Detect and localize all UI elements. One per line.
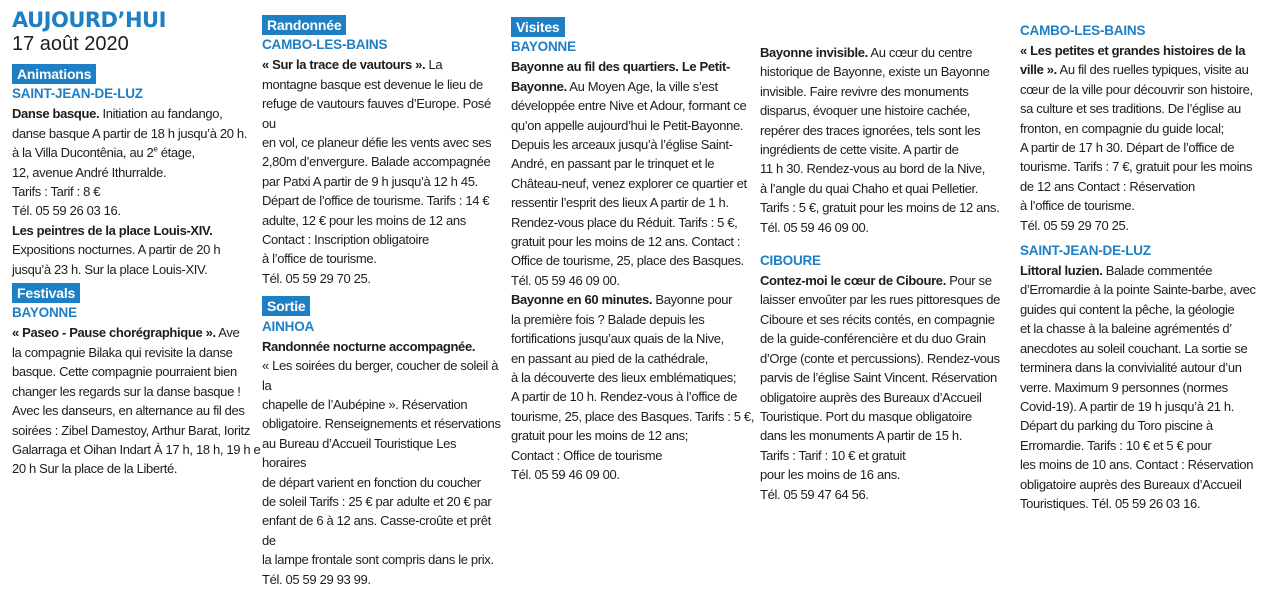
event-line: en passant au pied de la cathédrale, — [511, 350, 708, 366]
event-line: de soleil Tarifs : 25 € par adulte et 20 € par — [262, 493, 492, 509]
event-line: 2,80m d’envergure. Balade accompagnée — [262, 154, 491, 170]
event-line: Tél. 05 59 29 93 99. — [262, 571, 371, 587]
event-line: Château-neuf, venez explorer ce quartier et — [511, 175, 747, 191]
event-line: Contact : Office de tourisme — [511, 447, 663, 463]
event-line: Tarifs : Tarif : 8 € — [12, 184, 101, 200]
page-date: 17 août 2020 — [12, 33, 129, 55]
event-title: Bayonne en 60 minutes. — [511, 292, 653, 308]
event-line: pour les moins de 16 ans. — [760, 467, 901, 483]
event-line: chapelle de l’Aubépine ». Réservation — [262, 396, 468, 412]
event-line: en vol, ce planeur défie les vents avec ses — [262, 135, 492, 151]
event-title: « Paseo - Pause chorégraphique ». — [12, 325, 216, 341]
event-title: Bayonne invisible. — [760, 45, 868, 60]
event-line: Tarifs : 5 €, gratuit pour les moins de 12 ans. — [760, 200, 1000, 216]
event-line: Tél. 05 59 26 03 16. — [12, 203, 121, 219]
event-text — [262, 337, 502, 356]
event-line: Contact : Inscription obligatoire — [262, 232, 429, 248]
event-title: Randonnée nocturne accompagnée. — [262, 338, 476, 354]
event-line: dans les monuments A partir de 15 h. — [760, 428, 963, 444]
town-heading: BAYONNE — [12, 305, 77, 321]
event-line: fronton, en compagnie du guide local; — [1020, 120, 1224, 136]
section-tag-randonnee: Randonnée — [262, 15, 346, 35]
event-text — [12, 221, 248, 240]
event-line: jusqu’à 23 h. Sur la place Louis-XIV. — [12, 261, 208, 277]
event-line: de départ varient en fonction du coucher — [262, 474, 481, 490]
event-line: A partir de 17 h 30. Départ de l’office de — [1020, 140, 1235, 156]
event-line: parvis de l’église Saint Vincent. Réservation — [760, 370, 997, 386]
event-line: adulte, 12 € pour les moins de 12 ans — [262, 212, 466, 228]
event-line: Tél. 05 59 47 64 56. — [760, 486, 869, 502]
event-line: Touristiques. Tél. 05 59 26 03 16. — [1020, 495, 1201, 511]
section-tag-festivals: Festivals — [12, 283, 80, 303]
event-line: Avec les danseurs, en alternance au fil des — [12, 403, 245, 419]
event-line: Office de tourisme, 25, place des Basques. — [511, 253, 744, 269]
event-line: Galarraga et Oihan Indart À 17 h, 18 h, 19 h e — [12, 441, 261, 457]
event-line: Erromardie. Tarifs : 10 € et 5 € pour — [1020, 437, 1212, 453]
event-line: disparus, évoquer une histoire cachée, — [760, 103, 971, 119]
event-line: par Patxi A partir de 9 h jusqu’à 12 h 45. — [262, 173, 478, 189]
event-title: « Sur la trace de vautours ». — [262, 57, 426, 73]
event-line: gratuit pour les moins de 12 ans; — [511, 428, 689, 444]
event-line: à l’office de tourisme. — [262, 251, 377, 267]
event-line: montagne basque est devenue le lieu de — [262, 76, 483, 92]
event-line: 11 h 30. Rendez-vous au bord de la Nive, — [760, 161, 985, 177]
event-title: Danse basque. — [12, 106, 100, 122]
section-tag-visites: Visites — [511, 17, 565, 37]
event-line: enfant de 6 à 12 ans. Casse-croûte et prêt de — [262, 513, 491, 548]
event-line: laisser envoûter par les rues pittoresques de — [760, 292, 1001, 308]
event-line: 20 h Sur la place de la Liberté. — [12, 461, 178, 477]
event-line: de 12 ans Contact : Réservation — [1020, 178, 1195, 194]
event-text: Bayonne invisible. Au cœur du centre — [760, 45, 973, 60]
event-title: « Les petites et grandes histoires de la — [1020, 43, 1246, 58]
event-line: à l’office de tourisme. — [1020, 198, 1135, 214]
event-line: soirées : Zibel Damestoy, Arthur Barat, Ioritz — [12, 422, 250, 438]
event-line: au Bureau d’Accueil Touristique Les horaires — [262, 435, 457, 471]
event-line: verre. Maximum 9 personnes (normes — [1020, 379, 1228, 395]
event-line: Tél. 05 59 46 09 00. — [511, 272, 620, 288]
event-line: historique de Bayonne, existe un Bayonne — [760, 64, 990, 80]
event-line: à la Villa Ducontênia, au 2e étage, — [12, 144, 195, 161]
event-line: obligatoire. Renseignements et réservations — [262, 416, 501, 432]
section-tag-sortie: Sortie — [262, 296, 310, 316]
town-heading: CIBOURE — [760, 253, 821, 269]
event-line: anecdotes au soleil couchant. La sortie se — [1020, 340, 1248, 356]
event-line: Ciboure et ses récits contés, en compagnie — [760, 311, 995, 327]
event-text: « Paseo - Pause chorégraphique ». Ave — [12, 325, 240, 341]
column-2 — [262, 15, 502, 589]
event-line: refuge de vautours fauves d’Europe. Posé ou — [262, 96, 491, 131]
column-4 — [760, 43, 1000, 504]
town-heading: CAMBO-LES-BAINS — [262, 37, 388, 53]
event-line: 12, avenue André Ithurralde. — [12, 164, 167, 180]
event-line: à la découverte des lieux emblématiques; — [511, 369, 737, 385]
town-heading: AINHOA — [262, 318, 315, 334]
event-line: de la guide-conférencière et du duo Grain — [760, 331, 986, 347]
event-line: sa culture et ses traditions. De l’église au — [1020, 101, 1241, 117]
event-line: la première fois ? Balade depuis les — [511, 311, 705, 327]
event-text: Contez-moi le cœur de Ciboure. Pour se — [760, 273, 992, 289]
event-line: Tél. 05 59 29 70 25. — [1020, 217, 1129, 233]
town-heading: SAINT-JEAN-DE-LUZ — [12, 86, 143, 102]
town-heading: CAMBO-LES-BAINS — [1020, 23, 1146, 38]
event-line: Depuis les arceaux jusqu’à l’église Saint- — [511, 137, 733, 153]
event-line: Tarifs : Tarif : 10 € et gratuit — [760, 447, 906, 463]
event-line: Touristique. Port du masque obligatoire — [760, 408, 972, 424]
event-line: terminera dans la convivialité autour d’un — [1020, 360, 1242, 376]
event-line: fortifications jusqu’aux quais de la Nive, — [511, 331, 724, 347]
event-line: la lampe frontale sont compris dans le prix. — [262, 552, 494, 568]
event-line: qu’on appelle aujourd’hui le Petit-Bayonne. — [511, 117, 744, 133]
page-title: AUJOURD’HUI — [12, 8, 166, 32]
event-line: changer les regards sur la danse basque ! — [12, 383, 241, 399]
event-line: obligatoire auprès des Bureaux d’Accueil — [1020, 476, 1242, 492]
event-line: A partir de 10 h. Rendez-vous à l’office de — [511, 389, 738, 405]
event-line: obligatoire auprès des Bureaux d’Accueil — [760, 389, 982, 405]
event-line: invisible. Faire revivre des monuments — [760, 83, 969, 99]
event-line: d’Orge (conte et percussions). Rendez-vous — [760, 350, 1000, 366]
event-line: basque. Cette compagnie pourraient bien — [12, 364, 237, 380]
event-title: Littoral luzien. — [1020, 263, 1103, 279]
event-line: « Les soirées du berger, coucher de soleil à la — [262, 358, 499, 393]
event-text: Littoral luzien. Balade commentée — [1020, 263, 1213, 279]
event-line: Tél. 05 59 29 70 25. — [262, 270, 371, 286]
event-line: ingrédients de cette visite. A partir de — [760, 142, 959, 158]
event-line: danse basque A partir de 18 h jusqu’à 20 h. — [12, 125, 248, 141]
event-line: Départ du parking du Toro piscine à — [1020, 418, 1213, 434]
event-text: « Sur la trace de vautours ». La — [262, 57, 443, 73]
event-text: Bayonne. Au Moyen Age, la ville s’est — [511, 78, 718, 94]
column-1 — [12, 0, 261, 479]
event-line: Tél. 05 59 46 09 00. — [760, 219, 869, 235]
event-line: Expositions nocturnes. A partir de 20 h — [12, 242, 221, 258]
section-tag-animations: Animations — [12, 64, 96, 84]
event-line: repérer des traces ignorées, tels sont les — [760, 122, 981, 138]
event-line: et la chasse à la baleine agrémentés d’ — [1020, 321, 1232, 337]
column-5 — [1020, 21, 1260, 513]
event-line: tourisme, 25, place des Basques. Tarifs : 5 €, — [511, 408, 755, 424]
event-line: Covid-19). A partir de 19 h jusqu’à 21 h. — [1020, 398, 1235, 414]
column-3 — [511, 17, 755, 484]
event-title: Contez-moi le cœur de Ciboure. — [760, 273, 946, 289]
event-line: développée entre Nive et Adour, formant ce — [511, 98, 747, 114]
event-text: Danse basque. Initiation au fandango, — [12, 106, 223, 122]
event-title: Bayonne au fil des quartiers. Le Petit- — [511, 59, 730, 75]
event-line: d’Erromardie à la pointe Sainte-barbe, avec — [1020, 282, 1256, 298]
event-line: ressentir l’esprit des lieux A partir de 1 h. — [511, 195, 729, 211]
town-heading: BAYONNE — [511, 39, 576, 55]
event-line: André, en passant par le trinquet et le — [511, 156, 715, 172]
town-heading: SAINT-JEAN-DE-LUZ — [1020, 243, 1151, 259]
event-line: cœur de la ville pour découvrir son histoire, — [1020, 81, 1253, 97]
event-line: guides qui content la pêche, la géologie — [1020, 301, 1235, 317]
event-line: tourisme. Tarifs : 7 €, gratuit pour les moins — [1020, 159, 1253, 175]
event-title: Les peintres de la place Louis-XIV. — [12, 222, 213, 238]
event-line: Tél. 05 59 46 09 00. — [511, 466, 620, 482]
event-line: Rendez-vous place du Réduit. Tarifs : 5 €, — [511, 214, 738, 230]
event-line: les moins de 10 ans. Contact : Réservation — [1020, 457, 1254, 473]
event-line: la compagnie Bilaka qui revisite la danse — [12, 344, 233, 360]
event-text: Bayonne en 60 minutes. Bayonne pour — [511, 292, 733, 308]
event-line: Départ de l’office de tourisme. Tarifs : 14 € — [262, 193, 490, 209]
event-line: à l’angle du quai Chaho et quai Pelletier. — [760, 180, 979, 196]
event-text: ville ». Au fil des ruelles typiques, visite au — [1020, 62, 1249, 78]
event-line: gratuit pour les moins de 12 ans. Contact : — [511, 234, 741, 250]
